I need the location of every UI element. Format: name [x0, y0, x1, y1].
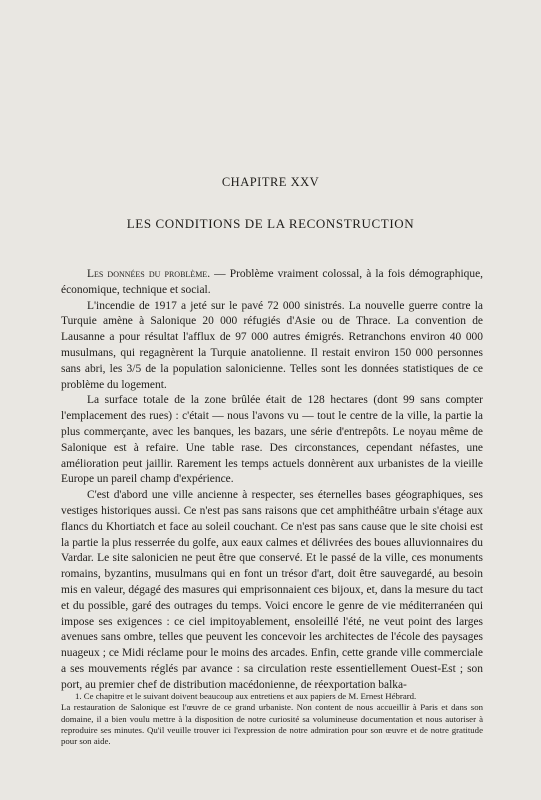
paragraph-2: L'incendie de 1917 a jeté sur le pavé 72 000 sinistrés. La nouvelle guerre contre la Turquie amène à Salonique 20 000 réfugiés d'Asie ou de Thrace. La convention de Lausanne a pour résultat l'afflux de 97 000 autres émigrés. Retranchons environ 40 000 musulmans, qui regagnèrent la Turquie anatolienne. Il restait environ 150 000 personnes sans abri, les 3/5 de la population salonicienne. Telles sont les données statistiques de ce problème du logement. — [61, 299, 483, 391]
footnotes — [61, 691, 483, 747]
section-lead-in: Les données du problème. — [87, 268, 211, 280]
chapter-number: CHAPITRE XXV — [221, 175, 320, 189]
footnote-1-continued: La restauration de Salonique est l'œuvre de ce grand urbaniste. Non content de nous accueillir à Paris et dans son domaine, il a bien voulu mettre à la disposition de notre curiosité sa volumineuse documentation et nous autoriser à reproduire ses minutes. Qu'il veuille trouver ici l'expression de notre admiration pour son œuvre et de notre gratitude pour son aide. — [61, 702, 483, 747]
footnote-1: 1. Ce chapitre et le suivant doivent beaucoup aux entretiens et aux papiers de M. Ernest Hébrard. — [75, 691, 417, 701]
body-text — [61, 267, 483, 694]
paragraph-1-text: — Problème vraiment colossal, à la fois démographique, économique, technique et social. — [61, 268, 484, 296]
paragraph-1 — [61, 267, 483, 299]
chapter-title: LES CONDITIONS DE LA RECONSTRUCTION — [126, 216, 415, 231]
paragraph-3: La surface totale de la zone brûlée était de 128 hectares (dont 99 sans compter l'emplacement des rues) : c'était — nous l'avons vu — tout le centre de la ville, la partie la plus commerçante, avec les banques, les bazars, une série d'entrepôts. Le noyau même de Salonique est à refaire. Une table rase. Des circonstances, cependant néfastes, une amélioration peut jaillir. Rarement les temps actuels donnèrent aux urbanistes de la vieille Europe un pareil champ d'expérience. — [61, 394, 483, 486]
paragraph-4: C'est d'abord une ville ancienne à respecter, ses éternelles bases géographiques, ses vestiges historiques aussi. Ce n'est pas sans raisons que cet amphithéâtre urbain s'étage aux flancs du Khortiatch et face au soleil couchant. Ce n'est pas sans cause que le site choisi est la partie la plus resserrée du golfe, aux eaux calmes et délivrées des boues alluvionnaires du Vardar. Le site salonicien ne peut être que conservé. Et le passé de la ville, ces monuments romains, byzantins, musulmans qui en font un trésor d'art, doit être sauvegardé, au besoin mis en valeur, dégagé des masures qui emprisonnaient ces bijoux, et, dans la mesure du tact et du possible, garé des outrages du temps. Voici encore le genre de vie méditerranéen qui impose ses exigences : ce ciel impitoyablement, ensoleillé l'été, ne veut point des larges avenues sans ombre, telles que peuvent les concevoir les architectes de l'école des paysages nuageux ; ce Midi réclame pour le moins des arcades. Enfin, cette grande ville commerciale a ses mouvements réglés par avance : sa circulation reste essentiellement Ouest-Est ; son port, au premier chef de distribution macédonienne, de réexportation balka- — [61, 489, 483, 691]
